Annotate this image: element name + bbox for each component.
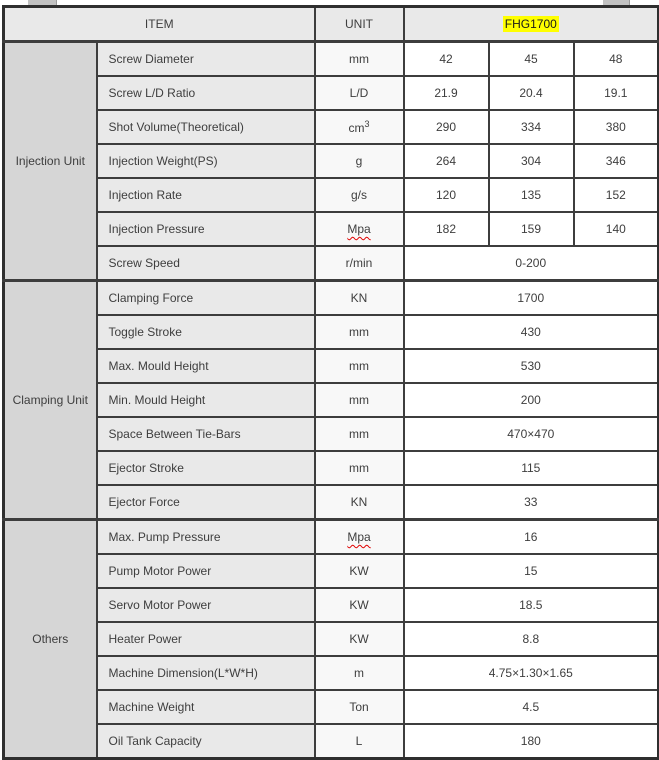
spec-label: Toggle Stroke: [97, 315, 315, 349]
spec-label: Screw Diameter: [97, 42, 315, 77]
spec-label: Max. Mould Height: [97, 349, 315, 383]
spec-unit: [315, 520, 404, 555]
table-row: [4, 690, 659, 724]
table-row: [4, 588, 659, 622]
table-row: [4, 622, 659, 656]
spec-value: 0-200: [404, 246, 659, 281]
spec-unit: KN: [315, 485, 404, 520]
spec-value: 346: [574, 144, 659, 178]
spec-value: 470×470: [404, 417, 659, 451]
spec-unit: g: [315, 144, 404, 178]
spec-label: Injection Weight(PS): [97, 144, 315, 178]
section-label-others: Others: [4, 520, 97, 759]
spec-value: 140: [574, 212, 659, 246]
spec-value: 120: [404, 178, 489, 212]
spec-label: Machine Weight: [97, 690, 315, 724]
spec-value: 304: [489, 144, 574, 178]
spec-unit: Ton: [315, 690, 404, 724]
spec-unit: [315, 212, 404, 246]
header-unit: UNIT: [315, 7, 404, 42]
model-badge: FHG1700: [504, 17, 557, 31]
spec-value: 180: [404, 724, 659, 759]
spec-label: Servo Motor Power: [97, 588, 315, 622]
spec-unit: KW: [315, 554, 404, 588]
table-row: [4, 485, 659, 520]
table-row: [4, 656, 659, 690]
spec-value: 200: [404, 383, 659, 417]
spec-value: 4.5: [404, 690, 659, 724]
spec-unit: KN: [315, 281, 404, 316]
spec-unit: KW: [315, 588, 404, 622]
table-row: [4, 144, 659, 178]
spec-value: 530: [404, 349, 659, 383]
header-item: ITEM: [4, 7, 315, 42]
spec-label: Clamping Force: [97, 281, 315, 316]
spec-label: Injection Pressure: [97, 212, 315, 246]
spec-value: 380: [574, 110, 659, 144]
spec-table: [2, 5, 659, 760]
spec-value: 48: [574, 42, 659, 77]
spec-unit: mm: [315, 42, 404, 77]
table-row: [4, 281, 659, 316]
table-row: [4, 246, 659, 281]
section-label-injection-unit: Injection Unit: [4, 42, 97, 281]
spec-value: 115: [404, 451, 659, 485]
spec-unit: g/s: [315, 178, 404, 212]
spec-value: 152: [574, 178, 659, 212]
table-row: [4, 212, 659, 246]
spec-unit: mm: [315, 383, 404, 417]
header-row: [4, 7, 659, 42]
spec-value: 33: [404, 485, 659, 520]
table-row: [4, 554, 659, 588]
spec-value: 135: [489, 178, 574, 212]
table-row: [4, 349, 659, 383]
spec-value: 334: [489, 110, 574, 144]
table-row: [4, 76, 659, 110]
misspelled-unit: Mpa: [347, 222, 371, 236]
spec-value: 20.4: [489, 76, 574, 110]
spec-unit: mm: [315, 349, 404, 383]
spec-label: Injection Rate: [97, 178, 315, 212]
spec-value: 18.5: [404, 588, 659, 622]
spec-value: 1700: [404, 281, 659, 316]
spec-value: 15: [404, 554, 659, 588]
spec-label: Screw Speed: [97, 246, 315, 281]
header-model: [404, 7, 659, 42]
spec-unit: mm: [315, 417, 404, 451]
table-row: [4, 724, 659, 759]
unit-superscript: 3: [364, 119, 370, 129]
misspelled-unit: Mpa: [347, 530, 371, 544]
spec-label: Space Between Tie-Bars: [97, 417, 315, 451]
table-row: [4, 110, 659, 144]
table-row: [4, 520, 659, 555]
spec-value: 4.75×1.30×1.65: [404, 656, 659, 690]
section-label-clamping-unit: Clamping Unit: [4, 281, 97, 520]
table-row: [4, 417, 659, 451]
spec-unit: r/min: [315, 246, 404, 281]
table-row: [4, 178, 659, 212]
spec-label: Ejector Force: [97, 485, 315, 520]
spec-label: Min. Mould Height: [97, 383, 315, 417]
spec-label: Heater Power: [97, 622, 315, 656]
spec-value: 8.8: [404, 622, 659, 656]
spec-value: 19.1: [574, 76, 659, 110]
spec-value: 16: [404, 520, 659, 555]
spec-value: 290: [404, 110, 489, 144]
spec-label: Ejector Stroke: [97, 451, 315, 485]
table-row: [4, 315, 659, 349]
spec-unit: L/D: [315, 76, 404, 110]
spec-value: 182: [404, 212, 489, 246]
spec-unit: m: [315, 656, 404, 690]
spec-label: Oil Tank Capacity: [97, 724, 315, 759]
spec-value: 45: [489, 42, 574, 77]
spec-unit: $cm^3$: [315, 110, 404, 144]
spec-label: Max. Pump Pressure: [97, 520, 315, 555]
spec-unit: mm: [315, 451, 404, 485]
spec-label: Screw L/D Ratio: [97, 76, 315, 110]
spec-value: 264: [404, 144, 489, 178]
spec-label: Machine Dimension(L*W*H): [97, 656, 315, 690]
table-row: [4, 42, 659, 77]
spec-unit: L: [315, 724, 404, 759]
table-row: [4, 383, 659, 417]
spec-unit: KW: [315, 622, 404, 656]
spec-value: 159: [489, 212, 574, 246]
spec-value: 21.9: [404, 76, 489, 110]
spec-value: 42: [404, 42, 489, 77]
spec-label: Pump Motor Power: [97, 554, 315, 588]
table-row: [4, 451, 659, 485]
spec-label: Shot Volume(Theoretical): [97, 110, 315, 144]
spec-unit: mm: [315, 315, 404, 349]
spec-value: 430: [404, 315, 659, 349]
